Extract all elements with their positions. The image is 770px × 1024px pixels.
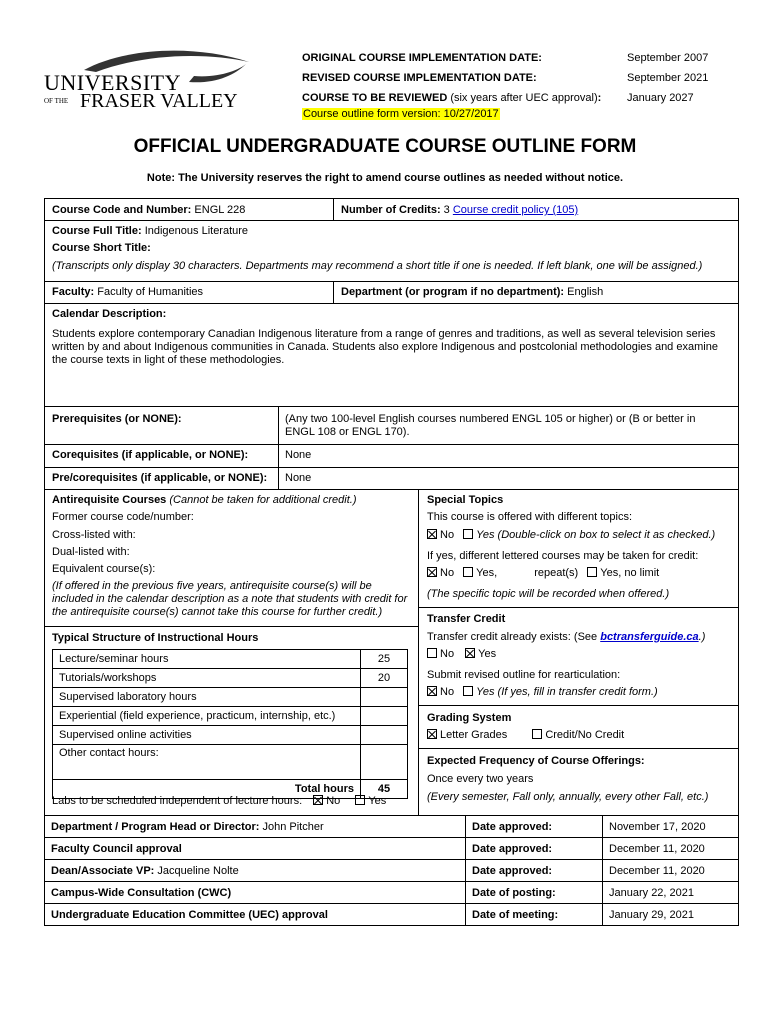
frequency-title: Expected Frequency of Course Offerings: — [427, 755, 645, 767]
lettered-courses-label: If yes, different lettered courses may be taken for credit: — [427, 550, 699, 562]
hours-table — [52, 649, 408, 799]
no-limit-checkbox[interactable] — [587, 567, 597, 577]
table-row: Other contact hours: — [53, 745, 408, 780]
lettered-yes-checkbox[interactable] — [463, 567, 473, 577]
table-row: Supervised online activities — [53, 726, 408, 745]
lettered-options: No Yes, repeat(s) Yes, no limit — [427, 567, 659, 579]
cross-listed-label: Cross-listed with: — [52, 529, 136, 541]
table-row: Faculty Council approval Date approved: December 11, 2020 — [45, 838, 739, 860]
faculty-field: Faculty: Faculty of Humanities — [52, 286, 204, 298]
frequency-note: (Every semester, Fall only, annually, every other Fall, etc.) — [427, 791, 709, 803]
rearticulation-no-checkbox[interactable] — [427, 686, 437, 696]
letter-grades-checkbox[interactable] — [427, 729, 437, 739]
table-row: Undergraduate Education Committee (UEC) approval Date of meeting: January 29, 2021 — [45, 904, 739, 926]
credits-field: Number of Credits: 3 Course credit policy (105) — [341, 204, 579, 216]
full-title-field: Course Full Title: Indigenous Literature — [52, 225, 249, 237]
former-course-label: Former course code/number: — [52, 511, 194, 523]
labs-field: Labs to be scheduled independent of lecture hours: No Yes — [52, 795, 387, 807]
lettered-no-checkbox[interactable] — [427, 567, 437, 577]
special-topics-options: No Yes (Double-click on box to select it as checked.) — [427, 529, 715, 541]
topics-yes-checkbox[interactable] — [463, 529, 473, 539]
labs-no-checkbox[interactable] — [313, 795, 323, 805]
grading-system-title: Grading System — [427, 712, 512, 724]
review-date-value: January 2027 — [627, 92, 694, 104]
form-version: Course outline form version: 10/27/2017 — [303, 108, 499, 120]
topics-no-checkbox[interactable] — [427, 529, 437, 539]
precorequisites-value: None — [285, 472, 312, 484]
table-row: Dean/Associate VP: Jacqueline Nolte Date approved: December 11, 2020 — [45, 860, 739, 882]
dual-listed-label: Dual-listed with: — [52, 546, 130, 558]
university-logo — [44, 48, 254, 118]
special-topics-title: Special Topics — [427, 494, 504, 506]
credit-policy-link[interactable]: Course credit policy (105) — [452, 204, 579, 216]
special-topic-recorded-note: (The specific topic will be recorded when offered.) — [427, 588, 670, 600]
page-title: OFFICIAL UNDERGRADUATE COURSE OUTLINE FORM — [133, 136, 637, 157]
antirequisite-note: (If offered in the previous five years, antirequisite course(s) will be included in the calendar description as a note that students with credit for the antirequisite course(s) cannot take this course for further credit.) — [52, 580, 408, 618]
course-code-field: Course Code and Number: ENGL 228 — [52, 204, 246, 216]
review-date-label: COURSE TO BE REVIEWED (six years after UEC approval): — [302, 92, 602, 104]
rearticulation-yes-checkbox[interactable] — [463, 686, 473, 696]
calendar-description-label: Calendar Description: — [52, 308, 167, 320]
rearticulation-label: Submit revised outline for rearticulation: — [427, 669, 621, 681]
frequency-value: Once every two years — [427, 773, 534, 785]
revised-date-value: September 2021 — [627, 72, 709, 84]
table-row: Lecture/seminar hours 25 — [53, 650, 408, 669]
prerequisites-value: (Any two 100-level English courses numbered ENGL 105 or higher) or (B or better in ENGL 108 or ENGL 170). — [285, 413, 696, 438]
corequisites-value: None — [285, 449, 312, 461]
short-title-label: Course Short Title: — [52, 242, 151, 254]
equivalent-courses-label: Equivalent course(s): — [52, 563, 156, 575]
calendar-description-text: Students explore contemporary Canadian Indigenous literature from a range of genres and traditions, as well as several television series written by and about Indigenous communities in Canada. Students also explore Indigenous and postcolonial methodologies and examine the course texts in light of these methodologies. — [52, 328, 718, 366]
table-row: Tutorials/workshops 20 — [53, 669, 408, 688]
disclaimer-note: Note: The University reserves the right to amend course outlines as needed without notice. — [146, 172, 624, 184]
bctransferguide-link[interactable]: bctransferguide.ca — [600, 631, 699, 643]
transfer-exists-label: Transfer credit already exists: (See bctransferguide.ca.) — [427, 631, 706, 643]
precorequisites-label: Pre/corequisites (if applicable, or NONE): — [52, 472, 268, 484]
revised-date-label: REVISED COURSE IMPLEMENTATION DATE: — [302, 72, 537, 84]
transfer-credit-title: Transfer Credit — [427, 613, 506, 625]
logo-line2: FRASER VALLEY — [80, 90, 238, 112]
original-date-value: September 2007 — [627, 52, 709, 64]
short-title-note: (Transcripts only display 30 characters. Departments may recommend a short title if one is needed. If left blank, one will be assigned.) — [52, 260, 703, 272]
prerequisites-label: Prerequisites (or NONE): — [52, 413, 182, 425]
antirequisite-title: Antirequisite Courses (Cannot be taken for additional credit.) — [52, 494, 357, 506]
total-row: Total hours 45 — [53, 780, 408, 799]
special-topics-offered: This course is offered with different topics: — [427, 511, 633, 523]
corequisites-label: Corequisites (if applicable, or NONE): — [52, 449, 249, 461]
department-field: Department (or program if no department): English — [341, 286, 604, 298]
hours-title: Typical Structure of Instructional Hours — [52, 632, 259, 644]
credit-no-credit-checkbox[interactable] — [532, 729, 542, 739]
transfer-exists-options: No Yes — [427, 648, 496, 660]
grading-options: Letter Grades Credit/No Credit — [427, 729, 624, 741]
table-row: Department / Program Head or Director: John Pitcher Date approved: November 17, 2020 — [45, 816, 739, 838]
transfer-no-checkbox[interactable] — [427, 648, 437, 658]
logo-ofthe: OF THE — [44, 97, 69, 105]
approvals-table — [44, 815, 739, 926]
logo-line1: UNIVERSITY — [44, 70, 181, 95]
original-date-label: ORIGINAL COURSE IMPLEMENTATION DATE: — [302, 52, 542, 64]
labs-yes-checkbox[interactable] — [355, 795, 365, 805]
table-row: Campus-Wide Consultation (CWC) Date of posting: January 22, 2021 — [45, 882, 739, 904]
rearticulation-options: No Yes (If yes, fill in transfer credit form.) — [427, 686, 658, 698]
table-row: Supervised laboratory hours — [53, 688, 408, 707]
table-row: Experiential (field experience, practicum, internship, etc.) — [53, 707, 408, 726]
transfer-yes-checkbox[interactable] — [465, 648, 475, 658]
